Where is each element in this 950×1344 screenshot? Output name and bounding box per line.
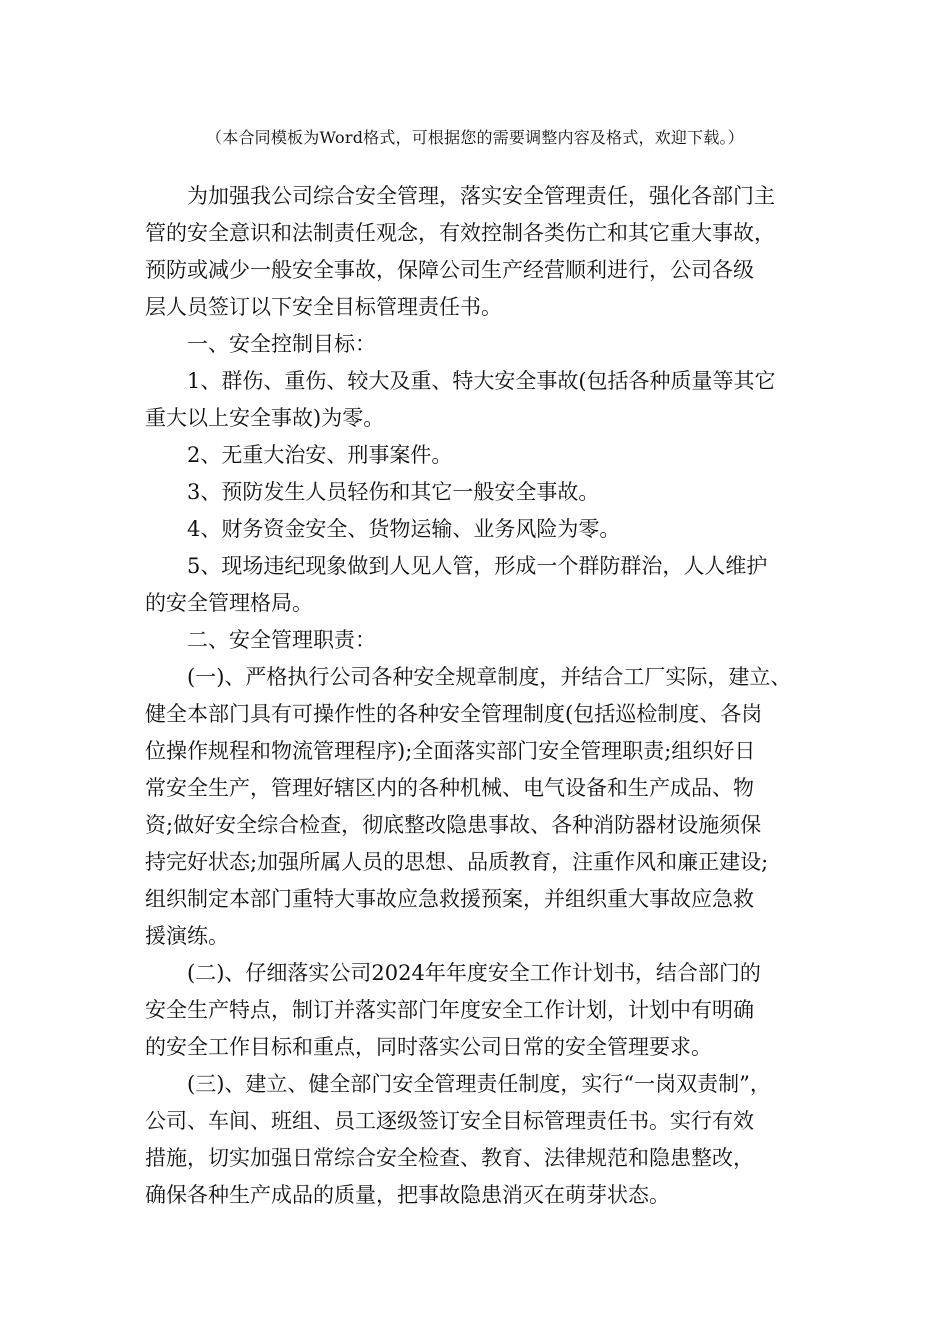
paragraph-line: 5、现场违纪现象做到人见人管，形成一个群防群治，人人维护: [187, 554, 768, 578]
paragraph-line: 4、财务资金安全、货物运输、业务风险为零。: [187, 517, 621, 541]
paragraph: [145, 437, 805, 474]
paragraph: [145, 178, 805, 326]
paragraph-line: 常安全生产，管理好辖区内的各种机械、电气设备和生产成品、物: [145, 776, 754, 800]
paragraph-line: 一、安全控制目标：: [187, 332, 376, 356]
paragraph-line: 公司、车间、班组、员工逐级签订安全目标管理责任书。实行有效: [145, 1109, 754, 1133]
paragraph-line: 重大以上安全事故)为零。: [145, 406, 385, 430]
paragraph-line: 组织制定本部门重特大事故应急救援预案，并组织重大事故应急救: [145, 887, 754, 911]
template-note: （本合同模板为Word格式，可根据您的需要调整内容及格式，欢迎下载。）: [206, 128, 744, 147]
paragraph-line: 安全生产特点，制订并落实部门年度安全工作计划，计划中有明确: [145, 998, 754, 1022]
paragraph-line: 层人员签订以下安全目标管理责任书。: [145, 295, 502, 319]
paragraph-line: 3、预防发生人员轻伤和其它一般安全事故。: [187, 480, 600, 504]
paragraph: [145, 622, 805, 659]
paragraph-line: 的安全管理格局。: [145, 591, 313, 615]
paragraph: [145, 511, 805, 548]
paragraph-line: 位操作规程和物流管理程序);全面落实部门安全管理职责;组织好日: [145, 739, 756, 763]
paragraph: [145, 363, 805, 437]
paragraph-line: 为加强我公司综合安全管理，落实安全管理责任，强化各部门主: [187, 184, 775, 208]
paragraph-line: 援演练。: [145, 924, 229, 948]
paragraph: [145, 474, 805, 511]
paragraph: [145, 659, 805, 955]
paragraph-line: 资;做好安全综合检查，彻底整改隐患事故、各种消防器材设施须保: [145, 813, 762, 837]
paragraph-line: 2、无重大治安、刑事案件。: [187, 443, 453, 467]
paragraph: [145, 548, 805, 622]
paragraph-line: 健全本部门具有可操作性的各种安全管理制度(包括巡检制度、各岗: [145, 702, 763, 726]
paragraph-line: 管的安全意识和法制责任观念，有效控制各类伤亡和其它重大事故，: [145, 221, 775, 245]
paragraph-line: 措施，切实加强日常综合安全检查、教育、法律规范和隐患整改，: [145, 1146, 754, 1170]
paragraph-line: (三)、建立、健全部门安全管理责任制度，实行“一岗双责制”，: [187, 1072, 771, 1096]
paragraph: [145, 955, 805, 1066]
paragraph-line: 的安全工作目标和重点，同时落实公司日常的安全管理要求。: [145, 1035, 712, 1059]
paragraph-line: (一)、严格执行公司各种安全规章制度，并结合工厂实际，建立、: [187, 665, 792, 689]
paragraph-line: 1、群伤、重伤、较大及重、特大安全事故(包括各种质量等其它: [187, 369, 776, 393]
paragraph-line: 预防或减少一般安全事故，保障公司生产经营顺利进行，公司各级: [145, 258, 754, 282]
paragraph-line: 确保各种生产成品的质量，把事故隐患消灭在萌芽状态。: [145, 1183, 670, 1207]
document-body: [145, 178, 805, 1214]
paragraph: [145, 326, 805, 363]
paragraph: [145, 1066, 805, 1214]
paragraph-line: 二、安全管理职责：: [187, 628, 376, 652]
paragraph-line: 持完好状态;加强所属人员的思想、品质教育，注重作风和廉正建设;: [145, 850, 769, 874]
paragraph-line: (二)、仔细落实公司2024年年度安全工作计划书，结合部门的: [187, 961, 761, 985]
